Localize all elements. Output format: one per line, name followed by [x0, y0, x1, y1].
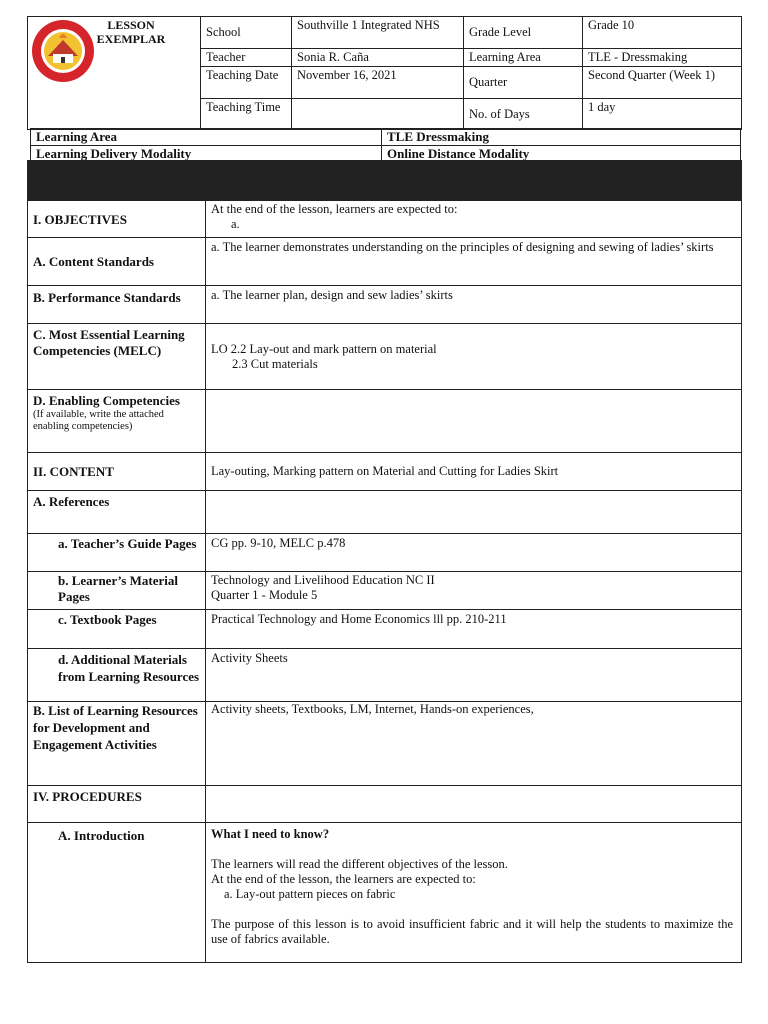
title-line-1: LESSON [107, 18, 155, 32]
info-modality-value: Online Distance Modality [382, 146, 741, 163]
melc-cell [206, 324, 742, 390]
learning-area-value: TLE - Dressmaking [583, 49, 742, 67]
info-modality-label: Learning Delivery Modality [31, 146, 382, 163]
textbook-pages-label: c. Textbook Pages [28, 610, 206, 649]
additional-materials-label: d. Additional Materials from Learning Resources [28, 649, 206, 702]
teachers-guide-label: a. Teacher’s Guide Pages [28, 534, 206, 572]
melc-line-2: 2.3 Cut materials [232, 356, 318, 371]
quarter-label: Quarter [464, 67, 583, 99]
objectives-line-2: a. [231, 217, 240, 231]
dark-header-cell-right [206, 161, 742, 201]
melc-label: C. Most Essential Learning Competencies (MELC) [28, 324, 206, 390]
info-area-label: Learning Area [31, 129, 382, 146]
references-text [206, 491, 742, 534]
content-text: Lay-outing, Marking pattern on Material and Cutting for Ladies Skirt [206, 453, 742, 491]
no-of-days-label: No. of Days [464, 99, 583, 130]
teaching-time-value [292, 99, 464, 130]
objectives-label: I. OBJECTIVES [28, 201, 206, 238]
teacher-label: Teacher [201, 49, 292, 67]
no-of-days-value: 1 day [583, 99, 742, 130]
teaching-time-label: Teaching Time [201, 99, 292, 130]
enabling-competencies-text [206, 390, 742, 453]
learning-area-label: Learning Area [464, 49, 583, 67]
content-standards-label: A. Content Standards [28, 238, 206, 286]
header-table [27, 16, 742, 130]
teaching-date-value: November 16, 2021 [292, 67, 464, 99]
references-label: A. References [28, 491, 206, 534]
lesson-exemplar-title [86, 18, 176, 46]
procedures-label: IV. PROCEDURES [28, 786, 206, 823]
procedures-text [206, 786, 742, 823]
introduction-item: a. Lay-out pattern pieces on fabric [224, 887, 396, 901]
melc-line-1: LO 2.2 Lay-out and mark pattern on material [211, 341, 437, 356]
grade-level-label: Grade Level [464, 17, 583, 49]
lesson-table [27, 160, 742, 963]
enabling-competencies-cell [28, 390, 206, 453]
learners-material-line-1: Technology and Livelihood Education NC II [211, 573, 435, 587]
info-area-value: TLE Dressmaking [382, 129, 741, 146]
dark-header-cell [28, 161, 206, 201]
teaching-date-label: Teaching Date [201, 67, 292, 99]
introduction-para-3: The purpose of this lesson is to avoid insufficient fabric and it will help the students to maximize the use of fabrics available. [211, 917, 733, 946]
list-of-resources-label: B. List of Learning Resources for Development and Engagement Activities [28, 702, 206, 786]
enabling-competencies-note: (If available, write the attached enabling competencies) [33, 409, 164, 432]
learners-material-cell [206, 572, 742, 610]
grade-level-value: Grade 10 [583, 17, 742, 49]
info-table [30, 128, 741, 163]
introduction-cell [206, 823, 742, 963]
learners-material-label: b. Learner’s Material Pages [28, 572, 206, 610]
performance-standards-text: a. The learner plan, design and sew ladies’ skirts [206, 286, 742, 324]
introduction-para-2: At the end of the lesson, the learners are expected to: [211, 872, 476, 886]
introduction-heading: What I need to know? [211, 827, 330, 841]
objectives-cell [206, 201, 742, 238]
quarter-value: Second Quarter (Week 1) [583, 67, 742, 99]
content-label: II. CONTENT [28, 453, 206, 491]
lesson-exemplar-cell [28, 17, 201, 130]
school-value: Southville 1 Integrated NHS [292, 17, 464, 49]
content-standards-text: a. The learner demonstrates understanding on the principles of designing and sewing of ladies’ skirts [206, 238, 742, 286]
teachers-guide-text: CG pp. 9-10, MELC p.478 [206, 534, 742, 572]
introduction-para-1: The learners will read the different objectives of the lesson. [211, 857, 508, 871]
list-of-resources-text: Activity sheets, Textbooks, LM, Internet, Hands-on experiences, [206, 702, 742, 786]
school-label: School [201, 17, 292, 49]
textbook-pages-text: Practical Technology and Home Economics lll pp. 210-211 [206, 610, 742, 649]
additional-materials-text: Activity Sheets [206, 649, 742, 702]
title-line-2: EXEMPLAR [96, 32, 166, 46]
learners-material-line-2: Quarter 1 - Module 5 [211, 588, 318, 602]
introduction-label: A. Introduction [28, 823, 206, 963]
enabling-competencies-label: D. Enabling Competencies [33, 393, 180, 408]
performance-standards-label: B. Performance Standards [28, 286, 206, 324]
teacher-value: Sonia R. Caña [292, 49, 464, 67]
objectives-line-1: At the end of the lesson, learners are expected to: [211, 202, 458, 216]
